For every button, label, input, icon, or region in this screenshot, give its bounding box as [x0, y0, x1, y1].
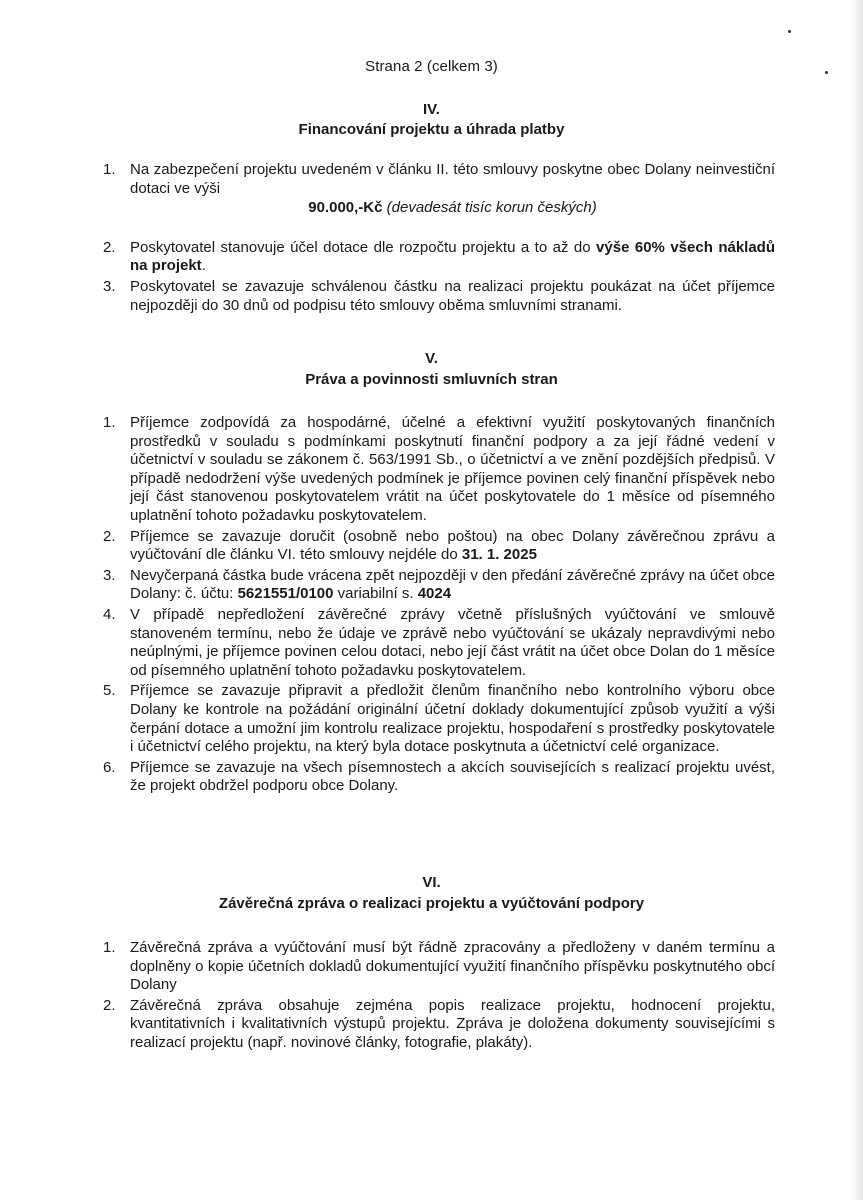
item-text-end: . — [201, 257, 206, 275]
section-iv-number: IV. — [423, 101, 440, 118]
item-text: Poskytovatel stanovuje účel dotace dle rozpočtu projektu a to až do — [130, 238, 591, 256]
scan-speck — [788, 30, 791, 33]
item-text: Příjemce se zavazuje doručit (osobně nebo poštou) na obec Dolany závěrečnou zprávu a vyúčtování dle článku VI. této smlouvy nejdéle do — [130, 527, 775, 564]
grant-amount: 90.000,-Kč — [308, 199, 383, 217]
item-text: Příjemce se zavazuje na všech písemnostech a akcích souvisejících s realizací projektu uvést, že projekt obdržel podporu obce Dolany. — [130, 758, 775, 795]
list-item — [103, 997, 775, 1053]
list-item — [103, 278, 775, 315]
item-number: 2. — [103, 238, 116, 256]
list-item — [103, 528, 775, 565]
item-text: Závěrečná zpráva a vyúčtování musí být řádně zpracovány a předloženy v daném termínu a doplněny o kopie účetních dokladů dokumentující využití finančního příspěvku poskytnutého obcí Dolany — [130, 939, 775, 994]
item-number: 1. — [103, 414, 116, 431]
item-bold: výše 60% všech nákladů na projekt — [130, 238, 775, 275]
section-vi-list — [103, 939, 775, 1053]
section-iv-title: Financování projektu a úhrada platby — [298, 121, 565, 138]
list-item — [103, 682, 775, 756]
item-number: 3. — [103, 566, 116, 584]
list-item — [103, 939, 775, 995]
list-item — [103, 239, 775, 276]
variable-symbol: 4024 — [417, 585, 452, 603]
item-number: 1. — [103, 161, 116, 178]
account-number: 5621551/0100 — [237, 585, 334, 603]
item-number: 1. — [103, 939, 116, 956]
section-iv-list — [103, 161, 775, 315]
item-number: 4. — [103, 605, 116, 623]
list-item — [103, 161, 775, 198]
list-item — [103, 759, 775, 796]
grant-amount-line — [130, 199, 775, 218]
item-text: Nevyčerpaná částka bude vrácena zpět nejpozději v den předání závěrečné zprávy na účet obce Dolany: č. účtu: — [130, 566, 775, 603]
page-number: Strana 2 (celkem 3) — [365, 58, 498, 75]
item-number: 6. — [103, 758, 116, 776]
variable-symbol-label: variabilní s. — [337, 585, 414, 603]
item-text: V případě nepředložení závěrečné zprávy včetně příslušných vyúčtování ve smlouvě stanoveném termínu, nebo že údaje ve zprávě nebo vyúčtování se ukázaly nepravdivými nebo neúplnými, je příjemce povinen celou dotaci, nebo její část vrátit na účet obce Dolan do 1 měsíce od písemného uplatnění tohoto požadavku poskytovatelem. — [130, 605, 775, 679]
item-number: 5. — [103, 682, 116, 700]
item-text: Závěrečná zpráva obsahuje zejména popis realizace projektu, hodnocení projektu, kvantitativních i kvalitativních výstupů projektu. Zpráva je doložena dokumenty souvisejícími s realizací projektu (např. novinové články, fotografie, plakáty). — [130, 996, 775, 1051]
section-vi-title: Závěrečná zpráva o realizaci projektu a vyúčtování podpory — [218, 895, 645, 912]
section-v-number: V. — [425, 350, 438, 367]
section-v-list — [103, 414, 775, 796]
item-text: Příjemce se zavazuje připravit a předložit členům finančního nebo kontrolního výboru obce Dolany ke kontrole na požádání originální účetní doklady dokumentující způsob využití a výši čerpání dotace a umožní jim kontrolu realizace projektu, hospodaření s prostředky poskytovatele i účetnictví celého projektu, na který byla dotace poskytnuta a účetnictví celé organizace. — [130, 682, 775, 756]
item-text: Poskytovatel se zavazuje schválenou částku na realizaci projektu poukázat na účet příjemce nejpozději do 30 dnů od podpisu této smlouvy oběma smluvními stranami. — [130, 277, 775, 314]
item-number: 2. — [103, 996, 116, 1014]
list-item — [103, 567, 775, 604]
page-edge-shadow — [849, 0, 863, 1200]
item-deadline: 31. 1. 2025 — [461, 546, 537, 564]
section-vi-number: VI. — [422, 874, 441, 891]
item-text: Na zabezpečení projektu uvedeném v článku II. této smlouvy poskytne obec Dolany neinvestiční dotaci ve výši — [130, 161, 775, 197]
list-item — [103, 606, 775, 680]
section-v-title: Práva a povinnosti smluvních stran — [305, 371, 558, 388]
item-text: Příjemce zodpovídá za hospodárné, účelné a efektivní využití poskytovaných finančních prostředků v souladu s podmínkami poskytnutí finanční podpory a za její řádné vedení v účetnictví v souladu se zákonem č. 563/1991 Sb., o účetnictví a ve znění pozdějších předpisů. V případě nedodržení výše uvedených podmínek je příjemce povinen celý finanční příspěvek nebo její část stanovenou poskytovatelem vrátit na účet poskytovatele do 1 měsíce od písemného uplatnění tohoto požadavku poskytovatelem. — [130, 414, 775, 524]
list-item — [103, 414, 775, 526]
item-number: 3. — [103, 277, 116, 295]
grant-amount-words: (devadesát tisíc korun českých) — [386, 199, 597, 217]
item-number: 2. — [103, 527, 116, 545]
